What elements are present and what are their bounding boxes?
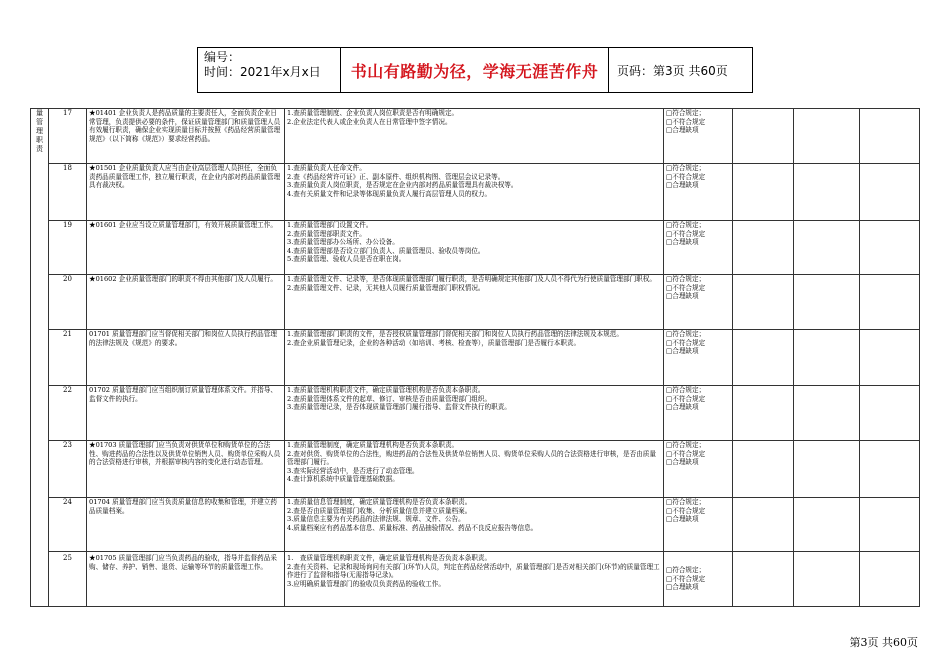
check-method — [285, 164, 664, 221]
check-item: 4.查计算机系统中质量管理基础数据。 — [287, 475, 399, 484]
option-reasonable-missing[interactable]: □合理缺项 — [666, 292, 699, 301]
row-number: 24 — [49, 498, 87, 552]
blank-cell — [794, 386, 860, 441]
option-compliant[interactable]: □符合规定； — [666, 386, 706, 394]
check-item: 3.查质量管理部办公场所、办公设备。 — [287, 238, 399, 247]
blank-cell — [794, 552, 860, 607]
check-item: 2.查企业质量管理记录，企业的各种活动（如培训、考核、检查等），质量管理部门是否履行本职责。 — [287, 338, 581, 347]
compliance-options[interactable] — [664, 109, 733, 164]
row-number: 22 — [49, 386, 87, 441]
compliance-options[interactable] — [664, 498, 733, 552]
check-item: 2.查质量管理体系文件的起草、修订、审核是否由质量管理部门组织。 — [287, 394, 492, 403]
blank-cell — [733, 386, 794, 441]
blank-cell — [794, 221, 860, 275]
page-header — [197, 47, 753, 93]
check-item: 3.查质量管理记录，是否体现质量管理部门履行指导、监督文件执行的职责。 — [287, 403, 511, 412]
option-reasonable-missing[interactable]: □合理缺项 — [666, 403, 699, 412]
check-item: 2.查《药品经营许可证》正、副本原件、组织机构图、管理层会议记录等。 — [287, 172, 505, 181]
check-item: 1.查质量管理制度、企业负责人岗位职责是否有明确规定。 — [287, 109, 459, 117]
check-item: 1.查质量管理部门设置文件。 — [287, 221, 373, 229]
section-label-cell — [31, 109, 49, 607]
option-noncompliant[interactable]: □不符合规定 — [666, 172, 706, 181]
table-row — [31, 552, 920, 607]
check-method — [285, 552, 664, 607]
option-compliant[interactable]: □符合规定； — [666, 109, 706, 117]
check-item: 1.查质量负责人任命文件。 — [287, 164, 366, 172]
blank-cell — [794, 498, 860, 552]
blank-cell — [733, 164, 794, 221]
requirement-text: ★01401 企业负责人是药品质量的主要责任人，全面负责企业日常管理，负责提供必要的条件，保证质量管理部门和质量管理人员有效履行职责，确保企业实现质量目标并按照《药品经营质量管理规范》（以下简称《规范》）要求经营药品。 — [87, 109, 285, 164]
row-number: 18 — [49, 164, 87, 221]
blank-cell — [733, 330, 794, 386]
requirement-text: ★01705 质量管理部门应当负责药品的验收，指导并监督药品采购、储存、养护、销售、退货、运输等环节的质量管理工作。 — [87, 552, 285, 607]
row-number: 25 — [49, 552, 87, 607]
option-noncompliant[interactable]: □不符合规定 — [666, 283, 706, 292]
row-number: 17 — [49, 109, 87, 164]
check-item: 2.查质量管理文件、记录，无其他人员履行质量管理部门职权情况。 — [287, 283, 485, 292]
blank-cell — [794, 275, 860, 330]
check-method — [285, 275, 664, 330]
option-noncompliant[interactable]: □不符合规定 — [666, 574, 706, 583]
compliance-options[interactable] — [664, 275, 733, 330]
compliance-options[interactable] — [664, 221, 733, 275]
option-compliant[interactable]: □符合规定； — [666, 275, 706, 283]
blank-cell — [794, 164, 860, 221]
option-compliant[interactable]: □符合规定； — [666, 566, 706, 574]
check-item: 3.查实际经营活动中，是否进行了动态管理。 — [287, 466, 419, 475]
option-reasonable-missing[interactable]: □合理缺项 — [666, 583, 699, 592]
blank-cell — [794, 109, 860, 164]
check-item: 4.查有关质量文件和记录等体现质量负责人履行高层管理人员的权力。 — [287, 189, 492, 198]
requirement-text: ★01501 企业质量负责人应当由企业高层管理人员担任，全面负责药品质量管理工作，独立履行职责，在企业内部对药品质量管理具有裁决权。 — [87, 164, 285, 221]
requirement-text: 01704 质量管理部门应当负责质量信息的收集和管理，并建立药品质量档案。 — [87, 498, 285, 552]
option-compliant[interactable]: □符合规定； — [666, 441, 706, 449]
blank-cell — [860, 552, 920, 607]
check-item: 1.查质量信息管理制度，确定质量管理机构是否负责本条职责。 — [287, 498, 472, 506]
blank-cell — [860, 441, 920, 498]
check-method — [285, 441, 664, 498]
page-footer: 第3页 共60页 — [849, 636, 918, 649]
header-page-label: 页码：第3页 共60页 — [617, 63, 728, 78]
check-item: 2.企业法定代表人或企业负责人在日常管理中签字情况。 — [287, 117, 452, 126]
header-meta — [198, 48, 341, 92]
option-reasonable-missing[interactable]: □合理缺项 — [666, 126, 699, 135]
option-noncompliant[interactable]: □不符合规定 — [666, 229, 706, 238]
check-method — [285, 109, 664, 164]
option-reasonable-missing[interactable]: □合理缺项 — [666, 347, 699, 356]
compliance-options[interactable] — [664, 441, 733, 498]
blank-cell — [860, 498, 920, 552]
option-reasonable-missing[interactable]: □合理缺项 — [666, 515, 699, 524]
check-method — [285, 386, 664, 441]
option-compliant[interactable]: □符合规定； — [666, 498, 706, 506]
option-compliant[interactable]: □符合规定； — [666, 221, 706, 229]
table-row — [31, 164, 920, 221]
header-motto: 书山有路勤为径，学海无涯苦作舟 — [341, 48, 609, 92]
option-noncompliant[interactable]: □不符合规定 — [666, 338, 706, 347]
blank-cell — [860, 109, 920, 164]
check-item: 1.查质量管理文件、记录等，是否体现质量管理部门履行职责，是否明确规定其他部门及人员不得代为行使质量管理部门职权。 — [287, 275, 656, 283]
table-row — [31, 330, 920, 386]
blank-cell — [860, 275, 920, 330]
check-item: 3.应明确质量管理部门的验收员负责药品的验收工作。 — [287, 579, 445, 588]
check-item: 1.查质量管理部门职责的文件，是否授权质量管理部门督促相关部门和岗位人员执行药品管理的法律法规及本规范。 — [287, 330, 623, 338]
requirement-text: ★01602 企业质量管理部门的职责不得由其他部门及人员履行。 — [87, 275, 285, 330]
blank-cell — [733, 221, 794, 275]
check-item: 3.质量信息主要为有关药品的法律法规、规章、文件、公告。 — [287, 515, 465, 524]
option-compliant[interactable]: □符合规定； — [666, 164, 706, 172]
blank-cell — [860, 330, 920, 386]
option-noncompliant[interactable]: □不符合规定 — [666, 506, 706, 515]
table-row — [31, 275, 920, 330]
compliance-options[interactable] — [664, 330, 733, 386]
check-method — [285, 221, 664, 275]
row-number: 20 — [49, 275, 87, 330]
check-item: 4.质量档案应有药品基本信息、质量标准、药品抽验情况、药品不良反应报告等信息。 — [287, 523, 538, 532]
compliance-options[interactable] — [664, 386, 733, 441]
option-noncompliant[interactable]: □不符合规定 — [666, 394, 706, 403]
table-row — [31, 441, 920, 498]
blank-cell — [733, 275, 794, 330]
compliance-options[interactable] — [664, 164, 733, 221]
table-row — [31, 221, 920, 275]
check-item: 2.查有关资料、记录和现场询问有关部门(环节)人员，判定在药品经营活动中，质量管理部门是否对相关部门(环节)的质量管理工作进行了监督和指导(无需指导记录)。 — [287, 562, 660, 580]
row-number: 19 — [49, 221, 87, 275]
row-number: 21 — [49, 330, 87, 386]
blank-cell — [860, 221, 920, 275]
check-method — [285, 330, 664, 386]
section-label: 量管理职责 — [36, 109, 43, 153]
option-noncompliant[interactable]: □不符合规定 — [666, 449, 706, 458]
check-item: 1.查质量管理机构职责文件，确定质量管理机构是否负责本条职责。 — [287, 386, 485, 394]
serial-label: 编号： — [204, 50, 241, 64]
check-method — [285, 498, 664, 552]
option-reasonable-missing[interactable]: □合理缺项 — [666, 458, 699, 467]
blank-cell — [860, 386, 920, 441]
option-reasonable-missing[interactable]: □合理缺项 — [666, 238, 699, 247]
check-item: 4.查质量管理部是否设立部门负责人、质量管理员、验收员等岗位。 — [287, 246, 485, 255]
table-row — [31, 386, 920, 441]
blank-cell — [794, 441, 860, 498]
inspection-table — [30, 108, 920, 607]
option-compliant[interactable]: □符合规定； — [666, 330, 706, 338]
blank-cell — [733, 441, 794, 498]
blank-cell — [860, 164, 920, 221]
requirement-text: 01702 质量管理部门应当组织制订质量管理体系文件。并指导、监督文件的执行。 — [87, 386, 285, 441]
blank-cell — [733, 109, 794, 164]
requirement-text: ★01601 企业应当设立质量管理部门，有效开展质量管理工作。 — [87, 221, 285, 275]
blank-cell — [794, 330, 860, 386]
compliance-options[interactable] — [664, 552, 733, 607]
table-row — [31, 498, 920, 552]
check-item: 5.查质量管理、验收人员是否在职在岗。 — [287, 255, 406, 264]
time-label: 时间：2021年x月x日 — [204, 65, 321, 79]
check-item: 2.查是否由质量管理部门收集、分析质量信息并建立质量档案。 — [287, 506, 472, 515]
blank-cell — [733, 552, 794, 607]
check-item: 1. 查质量管理机构职责文件，确定质量管理机构是否负责本条职责。 — [287, 554, 492, 562]
option-reasonable-missing[interactable]: □合理缺项 — [666, 181, 699, 190]
check-item: 1.查质量管理制度，确定质量管理机构是否负责本条职责。 — [287, 441, 459, 449]
table-row — [31, 109, 920, 164]
requirement-text: 01701 质量管理部门应当督促相关部门和岗位人员执行药品管理的法律法规及《规范》的要求。 — [87, 330, 285, 386]
check-item: 2.查质量管理部职责文件。 — [287, 229, 366, 238]
row-number: 23 — [49, 441, 87, 498]
check-item: 2.查对供货、购货单位的合法性，购进药品的合法性及供货单位销售人员、购货单位采购人员的合法资格进行审核，是否由质量管理部门履行。 — [287, 449, 656, 467]
requirement-text: ★01703 质量管理部门应当负责对供货单位和购货单位的合法性、购进药品的合法性以及供货单位销售人员、购货单位采购人员的合法资格进行审核，并根据审核内容的变化进行动态管理。 — [87, 441, 285, 498]
option-noncompliant[interactable]: □不符合规定 — [666, 117, 706, 126]
blank-cell — [733, 498, 794, 552]
check-item: 3.查质量负责人岗位职责，是否规定在企业内部对药品质量管理具有裁决权等。 — [287, 181, 518, 190]
